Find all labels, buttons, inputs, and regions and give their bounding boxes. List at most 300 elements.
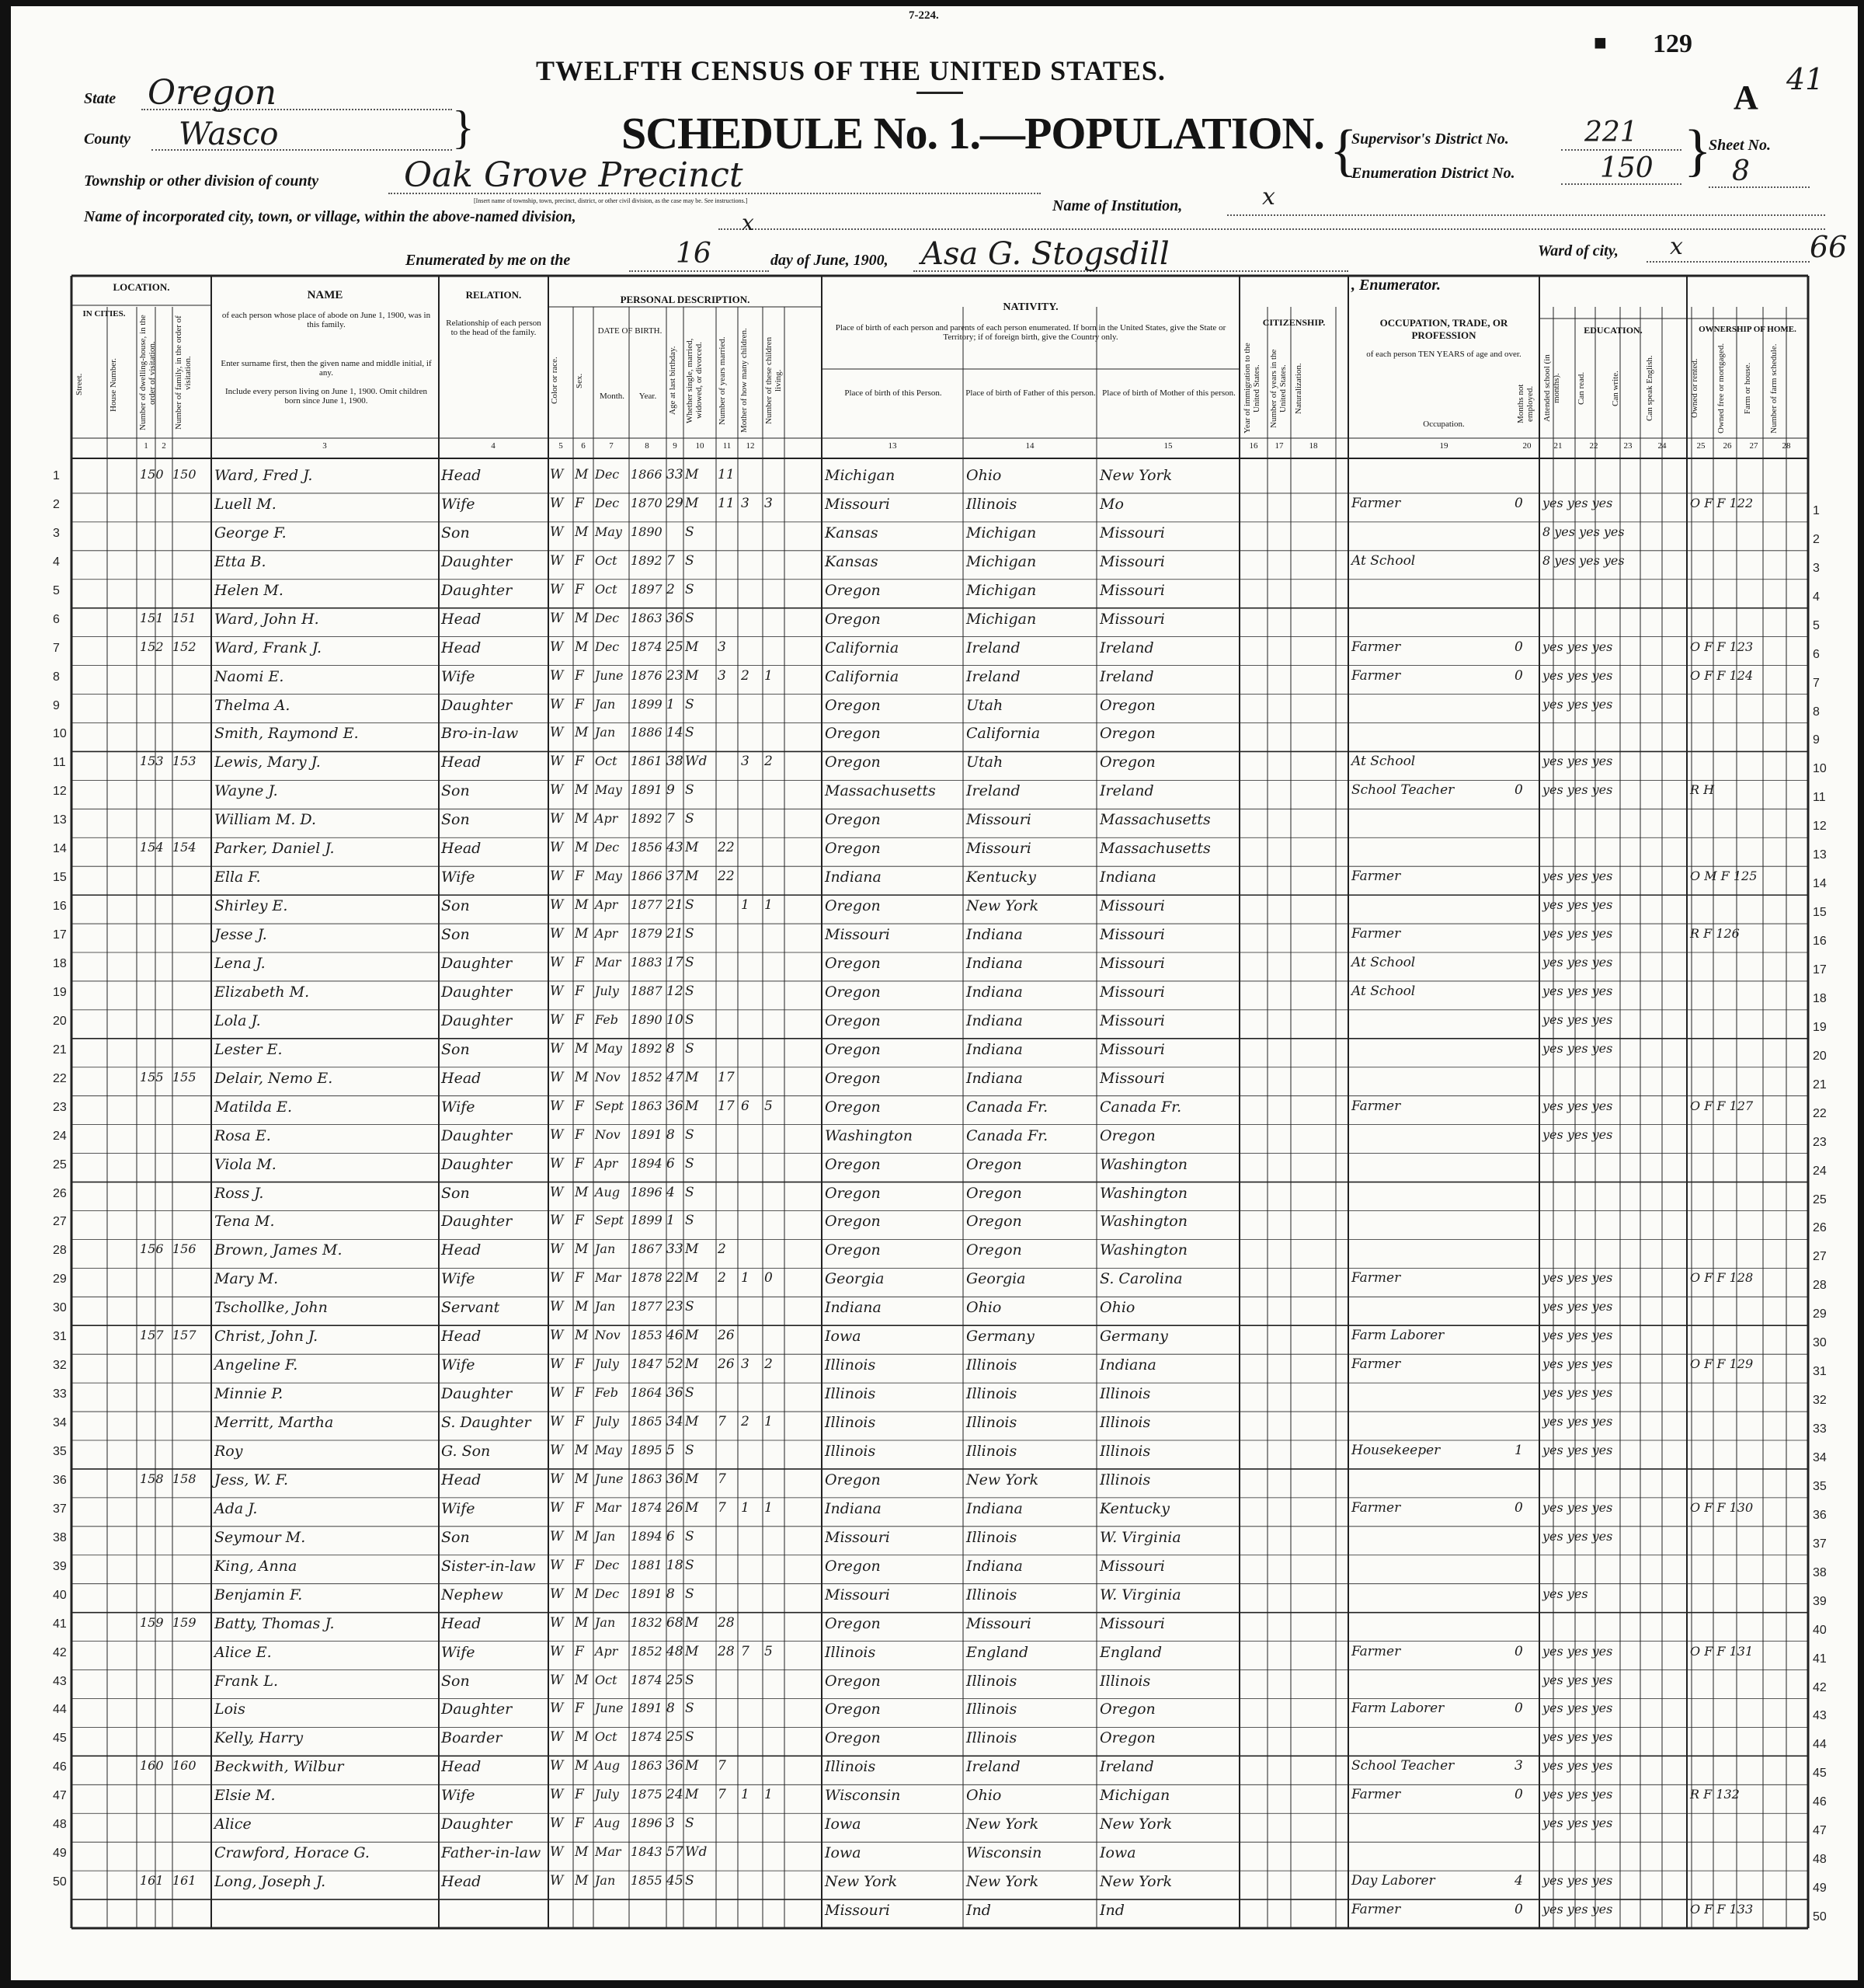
cell-family xyxy=(172,1213,210,1239)
cell-dwelling xyxy=(140,1098,172,1125)
cell-family: 151 xyxy=(172,610,196,625)
cell-children-living xyxy=(764,1529,783,1555)
cell-name: Thelma A. xyxy=(214,696,290,714)
cell-birthplace-father: New York xyxy=(966,1471,1039,1488)
cell-age: 48 xyxy=(666,1643,683,1659)
cell-children-living xyxy=(764,524,783,551)
cell-months-not-employed xyxy=(1514,1471,1536,1498)
cell-marital: S xyxy=(685,782,694,799)
cell-occupation: Farmer xyxy=(1351,639,1401,655)
cell-education: yes yes yes xyxy=(1542,1873,1613,1889)
row-number-right: 33 xyxy=(1813,1422,1827,1436)
cell-birth-month: Feb xyxy=(595,1385,618,1401)
cell-birthplace-mother: Illinois xyxy=(1100,1443,1151,1460)
cell-ownership: R F 126 xyxy=(1690,926,1740,942)
cell-name: Long, Joseph J. xyxy=(214,1873,326,1891)
cell-dwelling xyxy=(140,496,172,522)
cell-birthplace-mother: Illinois xyxy=(1100,1414,1151,1432)
row-number-right: 1 xyxy=(1813,503,1820,517)
row-number-right: 37 xyxy=(1813,1537,1827,1551)
row-number-right: 25 xyxy=(1813,1192,1827,1206)
cell-age: 36 xyxy=(666,1385,683,1401)
cell-birthplace-mother: Illinois xyxy=(1100,1672,1151,1690)
cell-family xyxy=(172,524,210,551)
cell-birthplace-father: Michigan xyxy=(966,581,1037,599)
cell-name: Merritt, Martha xyxy=(214,1414,334,1432)
cell-family: 157 xyxy=(172,1328,196,1343)
cell-birth-month: Dec xyxy=(595,495,620,510)
cell-children-living xyxy=(764,725,783,751)
cell-months-not-employed: 3 xyxy=(1514,1758,1523,1774)
cell-dwelling xyxy=(140,1500,172,1527)
cell-marital: S xyxy=(685,926,694,942)
cell-name: Lena J. xyxy=(214,955,266,972)
cell-birth-year: 1863 xyxy=(631,1471,662,1486)
cell-relation: Son xyxy=(441,926,470,944)
cell-birth-year: 1877 xyxy=(631,897,662,913)
cell-months-not-employed xyxy=(1514,1241,1536,1268)
cell-birthplace-mother: Missouri xyxy=(1100,1557,1165,1575)
cell-education xyxy=(1542,1156,1687,1182)
cell-occupation xyxy=(1351,1241,1511,1268)
cell-age xyxy=(666,524,685,551)
cell-birthplace-father: Indiana xyxy=(966,1499,1023,1517)
cell-birth-year: 1899 xyxy=(631,1213,662,1228)
row-number-left: 46 xyxy=(53,1760,67,1774)
cell-name: Viola M. xyxy=(214,1155,276,1173)
cell-color: W xyxy=(550,1069,564,1085)
col-header-years-married: Number of years married. xyxy=(718,336,727,425)
cell-relation: Son xyxy=(441,1184,470,1202)
cell-birth-month: Apr xyxy=(595,1643,618,1659)
cell-birth-year: 1892 xyxy=(631,552,662,568)
cell-birthplace-father: Utah xyxy=(966,754,1003,771)
cell-name: Ward, Fred J. xyxy=(214,467,313,484)
col-header-in-cities: IN CITIES. xyxy=(82,309,126,319)
cell-months-not-employed xyxy=(1514,611,1536,637)
row-number-right: 45 xyxy=(1813,1767,1827,1781)
cell-birth-year: 1853 xyxy=(631,1328,662,1343)
cell-birth-year: 1891 xyxy=(631,782,662,798)
cell-ownership xyxy=(1690,1586,1807,1613)
cell-dwelling xyxy=(140,1299,172,1325)
enumerated-prefix: Enumerated by me on the xyxy=(405,252,571,269)
cell-color: W xyxy=(550,1155,564,1172)
cell-ownership xyxy=(1690,1873,1807,1899)
column-number: 18 xyxy=(1309,441,1318,451)
cell-birthplace-father: Georgia xyxy=(966,1270,1026,1288)
cell-dwelling xyxy=(140,1644,172,1670)
cell-ownership xyxy=(1690,1816,1807,1842)
cell-children-born xyxy=(741,697,761,723)
cell-birth-year: 1863 xyxy=(631,1098,662,1113)
cell-age: 7 xyxy=(666,552,675,569)
cell-birth-month: Nov xyxy=(595,1069,621,1085)
cell-color: W xyxy=(550,1758,564,1774)
cell-birthplace-father: Ireland xyxy=(966,1758,1021,1776)
cell-age: 8 xyxy=(666,1701,675,1717)
cell-age: 17 xyxy=(666,955,683,970)
cell-children-born: 6 xyxy=(741,1098,749,1114)
cell-children-born xyxy=(741,1385,761,1412)
cell-months-not-employed: 0 xyxy=(1514,1701,1523,1717)
cell-birthplace-father: Indiana xyxy=(966,1069,1023,1087)
cell-sex: M xyxy=(575,840,589,856)
cell-name: Luell M. xyxy=(214,495,276,513)
cell-children-living xyxy=(764,467,783,493)
cell-birth-month: June xyxy=(595,1701,624,1716)
cell-birthplace-father: Illinois xyxy=(966,495,1017,513)
cell-name: Benjamin F. xyxy=(214,1586,303,1603)
cell-birthplace-father: New York xyxy=(966,897,1039,915)
column-number: 20 xyxy=(1522,441,1532,451)
cell-children-born: 3 xyxy=(741,754,749,770)
row-number-left: 50 xyxy=(53,1875,67,1889)
cell-children-living xyxy=(764,840,783,866)
cell-family xyxy=(172,955,210,981)
cell-birth-month: July xyxy=(595,1414,619,1429)
cell-years-married: 11 xyxy=(718,495,735,511)
row-number-left: 10 xyxy=(53,727,67,741)
cell-birthplace-mother: Missouri xyxy=(1100,1614,1165,1632)
cell-ownership xyxy=(1690,582,1807,608)
cell-birthplace-father: Indiana xyxy=(966,983,1023,1001)
cell-birthplace-person: Iowa xyxy=(825,1844,861,1862)
row-number-right: 9 xyxy=(1813,733,1820,747)
col-header-name-sub: of each person whose place of abode on June 1, 1900, was in this family. xyxy=(221,311,431,329)
cell-birthplace-father: Canada Fr. xyxy=(966,1098,1048,1116)
cell-sex: F xyxy=(575,1643,584,1659)
cell-birthplace-mother: Massachusetts xyxy=(1100,811,1211,829)
cell-family: 150 xyxy=(172,467,196,482)
cell-occupation: At School xyxy=(1351,955,1416,970)
cell-color: W xyxy=(550,1586,564,1602)
cell-sex: F xyxy=(575,667,584,684)
cell-children-born xyxy=(741,1012,761,1039)
cell-family xyxy=(172,697,210,723)
cell-age: 47 xyxy=(666,1069,683,1085)
cell-color: W xyxy=(550,1040,564,1057)
cell-dwelling: 159 xyxy=(140,1614,164,1630)
column-number: 21 xyxy=(1553,441,1563,451)
cell-relation: Head xyxy=(441,1328,482,1346)
cell-color: W xyxy=(550,524,564,540)
cell-ownership xyxy=(1690,955,1807,981)
cell-birth-year: 1875 xyxy=(631,1787,662,1802)
row-number-right: 14 xyxy=(1813,877,1827,891)
page-mark-symbol: ■ xyxy=(1594,31,1607,55)
cell-birthplace-father: Indiana xyxy=(966,955,1023,972)
cell-sex: M xyxy=(575,1040,589,1057)
cell-children-living: 1 xyxy=(764,667,773,684)
cell-birthplace-mother: Kentucky xyxy=(1100,1499,1170,1517)
cell-children-born: 3 xyxy=(741,1356,749,1373)
column-number: 19 xyxy=(1439,441,1448,451)
cell-children-living xyxy=(764,1328,783,1354)
cell-family xyxy=(172,553,210,580)
column-number: 25 xyxy=(1696,441,1706,451)
cell-children-born xyxy=(741,1213,761,1239)
cell-dwelling xyxy=(140,1012,172,1039)
cell-months-not-employed xyxy=(1514,467,1536,493)
cell-family xyxy=(172,1299,210,1325)
cell-family xyxy=(172,1098,210,1125)
cell-children-born xyxy=(741,611,761,637)
cell-age: 52 xyxy=(666,1356,683,1373)
cell-months-not-employed: 0 xyxy=(1514,667,1523,684)
cell-children-living: 0 xyxy=(764,1270,773,1286)
cell-name: Elizabeth M. xyxy=(214,983,310,1001)
col-header-color: Color or race. xyxy=(550,357,559,405)
cell-occupation: Farm Laborer xyxy=(1351,1328,1445,1344)
schedule-title: SCHEDULE No. 1.—POPULATION. xyxy=(621,108,1324,158)
cell-months-not-employed xyxy=(1514,1270,1536,1297)
cell-education: yes yes yes xyxy=(1542,1729,1613,1745)
cell-birthplace-person: Oregon xyxy=(825,1155,881,1173)
cell-relation: Father-in-law xyxy=(441,1844,541,1862)
col-header-personal: PERSONAL DESCRIPTION. xyxy=(620,294,750,305)
cell-age: 37 xyxy=(666,869,683,885)
cell-name: Seymour M. xyxy=(214,1528,306,1546)
cell-birthplace-father: Illinois xyxy=(966,1356,1017,1374)
supervisor-value: 221 xyxy=(1584,117,1638,148)
cell-years-married xyxy=(718,1873,738,1899)
cell-ownership xyxy=(1690,1673,1807,1699)
row-number-left: 23 xyxy=(53,1100,67,1114)
cell-sex: F xyxy=(575,1155,584,1172)
col-header-nativity-sub: Place of birth of each person and parents of each person enumerated. If born in the United States, give the State or Territory; if of foreign birth, give the Country only. xyxy=(835,323,1226,342)
cell-children-living: 1 xyxy=(764,1499,773,1516)
cell-color: W xyxy=(550,1385,564,1401)
cell-marital: M xyxy=(685,495,699,511)
cell-color: W xyxy=(550,1213,564,1229)
cell-sex xyxy=(575,1902,593,1928)
institution-label: Name of Institution, xyxy=(1052,197,1183,214)
cell-years-married xyxy=(718,1586,738,1613)
cell-birth-month: May xyxy=(595,1040,622,1056)
cell-education: yes yes yes xyxy=(1542,1816,1613,1831)
cell-birthplace-mother: Missouri xyxy=(1100,897,1165,915)
col-header-ownership: OWNERSHIP OF HOME. xyxy=(1699,325,1796,334)
cell-name: Lester E. xyxy=(214,1040,283,1058)
cell-relation: Head xyxy=(441,1873,482,1891)
cell-ownership xyxy=(1690,1213,1807,1239)
cell-ownership xyxy=(1690,754,1807,780)
cell-children-born xyxy=(741,1041,761,1067)
cell-marital: S xyxy=(685,1729,694,1746)
cell-age: 1 xyxy=(666,1213,675,1229)
cell-occupation xyxy=(1351,1471,1511,1498)
row-number-left: 37 xyxy=(53,1502,67,1516)
cell-birthplace-person: Indiana xyxy=(825,1299,882,1317)
cell-birth-year: 1879 xyxy=(631,926,662,942)
cell-age: 36 xyxy=(666,1758,683,1774)
cell-sex: M xyxy=(575,1184,589,1200)
cell-relation: Son xyxy=(441,782,470,800)
cell-birth-month xyxy=(595,1902,629,1928)
cell-months-not-employed xyxy=(1514,697,1536,723)
cell-family: 155 xyxy=(172,1069,196,1085)
cell-years-married xyxy=(718,697,738,723)
row-number-right: 31 xyxy=(1813,1365,1827,1379)
cell-birth-month: Jan xyxy=(595,696,616,712)
cell-sex: M xyxy=(575,926,589,942)
cell-name: Lois xyxy=(214,1701,245,1718)
cell-children-born xyxy=(741,1816,761,1842)
row-number-left: 39 xyxy=(53,1559,67,1573)
cell-months-not-employed: 0 xyxy=(1514,1902,1523,1918)
cell-months-not-employed xyxy=(1514,1356,1536,1383)
row-number-left: 3 xyxy=(53,526,60,540)
cell-family: 160 xyxy=(172,1758,196,1774)
cell-birth-year: 1896 xyxy=(631,1184,662,1199)
cell-birthplace-person: Washington xyxy=(825,1126,913,1144)
side-annotation: 66 xyxy=(1810,230,1848,264)
cell-children-living xyxy=(764,1471,783,1498)
cell-color: W xyxy=(550,926,564,942)
cell-birthplace-person: Missouri xyxy=(825,926,890,944)
cell-color: W xyxy=(550,552,564,569)
cell-birthplace-mother: Ireland xyxy=(1100,639,1154,656)
cell-family xyxy=(172,1500,210,1527)
cell-years-married xyxy=(718,1558,738,1584)
cell-sex: F xyxy=(575,1126,584,1143)
cell-birthplace-father: Ireland xyxy=(966,782,1021,800)
row-number-right: 10 xyxy=(1813,762,1827,776)
cell-family xyxy=(172,1356,210,1383)
cell-months-not-employed xyxy=(1514,1558,1536,1584)
cell-ownership xyxy=(1690,1012,1807,1039)
cell-ownership: O F F 130 xyxy=(1690,1499,1754,1515)
cell-marital: M xyxy=(685,1270,699,1286)
cell-ownership xyxy=(1690,1070,1807,1096)
row-number-right: 6 xyxy=(1813,647,1820,661)
row-number-right: 41 xyxy=(1813,1652,1827,1666)
cell-birth-year: 1852 xyxy=(631,1643,662,1659)
cell-birth-year: 1874 xyxy=(631,1729,662,1745)
row-number-right: 32 xyxy=(1813,1394,1827,1408)
cell-birth-year: 1863 xyxy=(631,610,662,625)
cell-birthplace-mother: Oregon xyxy=(1100,754,1156,771)
cell-birth-month: Oct xyxy=(595,1729,617,1745)
row-number-right: 42 xyxy=(1813,1680,1827,1694)
cell-children-living xyxy=(764,1873,783,1899)
cell-birthplace-person: Oregon xyxy=(825,581,881,599)
cell-dwelling xyxy=(140,1127,172,1154)
cell-sex: M xyxy=(575,524,589,540)
cell-dwelling xyxy=(140,582,172,608)
cell-dwelling: 151 xyxy=(140,610,164,625)
cell-name: Naomi E. xyxy=(214,667,284,685)
cell-name: Jesse J. xyxy=(214,926,267,944)
row-number-left: 19 xyxy=(53,985,67,999)
cell-age: 25 xyxy=(666,1672,683,1688)
cell-ownership: O F F 133 xyxy=(1690,1902,1754,1917)
row-number-left: 5 xyxy=(53,583,60,597)
cell-relation: Son xyxy=(441,1040,470,1058)
brace: } xyxy=(452,102,475,153)
cell-birthplace-father: California xyxy=(966,725,1041,743)
cell-children-living: 1 xyxy=(764,897,773,914)
census-title: TWELFTH CENSUS OF THE UNITED STATES. xyxy=(536,55,1166,86)
cell-children-living: 1 xyxy=(764,1787,773,1803)
cell-birth-month: Apr xyxy=(595,811,618,827)
cell-marital: M xyxy=(685,869,699,885)
cell-years-married: 2 xyxy=(718,1241,726,1258)
cell-birthplace-mother: Indiana xyxy=(1100,869,1156,886)
cell-months-not-employed xyxy=(1514,1156,1536,1182)
row-number-right: 26 xyxy=(1813,1221,1827,1235)
row-number-right: 21 xyxy=(1813,1078,1827,1091)
cell-ownership: R H xyxy=(1690,782,1715,798)
row-number-right: 50 xyxy=(1813,1910,1827,1924)
cell-months-not-employed xyxy=(1514,1012,1536,1039)
cell-sex: F xyxy=(575,1385,584,1401)
cell-color: W xyxy=(550,1299,564,1315)
cell-age: 7 xyxy=(666,811,675,827)
cell-occupation xyxy=(1351,725,1511,751)
row-number-left: 15 xyxy=(53,871,67,885)
cell-birthplace-person: Oregon xyxy=(825,610,881,628)
cell-color: W xyxy=(550,1241,564,1258)
cell-birth-year: 1832 xyxy=(631,1614,662,1630)
cell-months-not-employed xyxy=(1514,1070,1536,1096)
cell-birthplace-person: Oregon xyxy=(825,1557,881,1575)
cell-birthplace-person: Illinois xyxy=(825,1443,876,1460)
cell-name: Elsie M. xyxy=(214,1787,276,1805)
cell-marital: M xyxy=(685,1098,699,1114)
cell-family xyxy=(172,1729,210,1756)
cell-name: Mary M. xyxy=(214,1270,279,1288)
cell-marital: M xyxy=(685,1414,699,1430)
cell-children-living xyxy=(764,1701,783,1727)
cell-occupation: Housekeeper xyxy=(1351,1443,1441,1458)
cell-occupation xyxy=(1351,582,1511,608)
cell-color: W xyxy=(550,1356,564,1373)
cell-birthplace-mother: Germany xyxy=(1100,1328,1168,1346)
cell-birthplace-person: Oregon xyxy=(825,1672,881,1690)
row-number-left: 28 xyxy=(53,1244,67,1258)
cell-birthplace-mother: Washington xyxy=(1100,1184,1188,1202)
cell-education xyxy=(1542,1213,1687,1239)
cell-months-not-employed: 0 xyxy=(1514,1643,1523,1659)
cell-birthplace-father: Oregon xyxy=(966,1155,1022,1173)
cell-age: 25 xyxy=(666,639,683,655)
row-number-right: 19 xyxy=(1813,1020,1827,1034)
cell-years-married: 7 xyxy=(718,1499,726,1516)
cell-family xyxy=(172,1787,210,1813)
cell-ownership xyxy=(1690,1414,1807,1440)
cell-dwelling xyxy=(140,1902,172,1928)
cell-marital: Wd xyxy=(685,1844,708,1861)
cell-dwelling xyxy=(140,1787,172,1813)
township-label: Township or other division of county xyxy=(84,172,319,190)
column-number: 4 xyxy=(491,441,496,451)
row-number-right: 8 xyxy=(1813,705,1820,719)
cell-education: yes yes yes xyxy=(1542,1299,1613,1314)
cell-ownership xyxy=(1690,1701,1807,1727)
ward-label: Ward of city, xyxy=(1538,242,1619,259)
cell-education: yes yes yes xyxy=(1542,1528,1613,1544)
row-number-right: 36 xyxy=(1813,1508,1827,1522)
cell-name: Ella F. xyxy=(214,869,261,886)
cell-marital: S xyxy=(685,1816,694,1832)
cell-birthplace-mother: Mo xyxy=(1100,495,1124,513)
cell-children-living xyxy=(764,984,783,1010)
row-number-left: 27 xyxy=(53,1215,67,1229)
cell-children-born: 1 xyxy=(741,1787,749,1803)
column-number: 15 xyxy=(1163,441,1173,451)
